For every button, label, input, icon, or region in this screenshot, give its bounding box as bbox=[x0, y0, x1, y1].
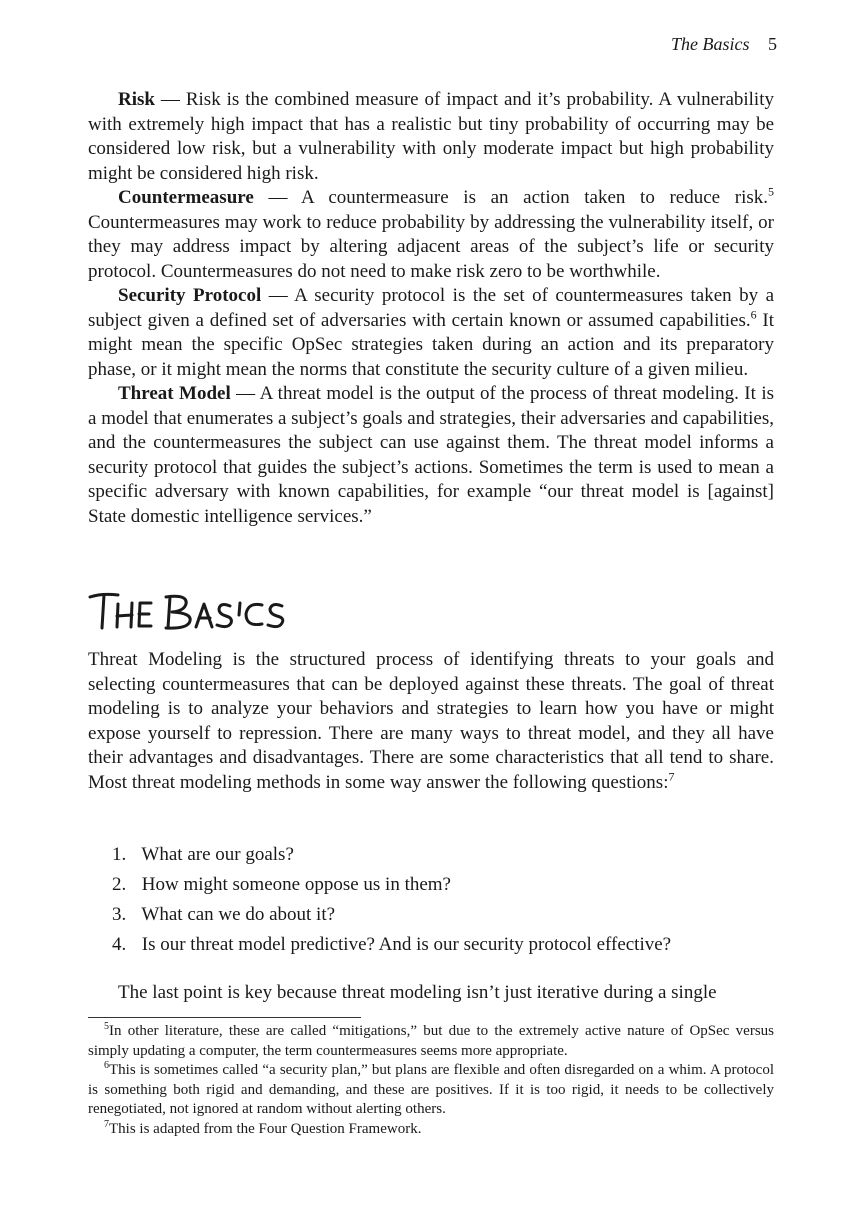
continuation-paragraph: The last point is key because threat modeling isn’t just iterative during a single bbox=[118, 982, 717, 1003]
list-text: What can we do about it? bbox=[141, 904, 336, 925]
list-item bbox=[112, 870, 671, 900]
running-head-title: The Basics bbox=[671, 34, 750, 54]
footnote-number: 5 bbox=[104, 1021, 109, 1032]
definition-term: Threat Model bbox=[118, 383, 231, 404]
footnote bbox=[88, 1061, 774, 1120]
definition-countermeasure: Countermeasure — A countermeasure is an action taken to reduce risk.$^5$ Countermeasures may work to reduce probability by addressing the vulnerability itself, or they may address impact by altering adjacent areas of the subject’s life or security protocol. Countermeasures do not need to make risk zero to be worthwhile. bbox=[88, 184, 774, 282]
definition-text: A threat model is the output of the process of threat modeling. It is a model that enumerates a subject’s goals and strategies, their adversaries and capabilities, and the countermeasures the subject can use against them. The threat model informs a security protocol that guides the subject’s actions. Sometimes the term is used to mean a specific adversary with known capabilities, for example “our threat model is [against] State domestic intelligence services.” bbox=[88, 383, 774, 527]
definition-security-protocol: Security Protocol — A security protocol is the set of countermeasures taken by a subject given a defined set of adversaries with certain known or assumed capabilities.$^6$ It might mean the specific OpSec strategies taken during an action and its preparatory phase, or it might mean the norms that constitute the security culture of a given milieu. bbox=[88, 285, 775, 380]
definition-text: Countermeasures may work to reduce probability by addressing the vulnerability itself, or they may address impact by altering adjacent areas of the subject’s life or security protocol. Countermeasures do not need to make risk zero to be worthwhile. bbox=[88, 211, 774, 282]
footnote-number: 6 bbox=[104, 1060, 109, 1071]
list-text: Is our threat model predictive? And is our security protocol effective? bbox=[141, 934, 672, 955]
footnote bbox=[88, 1022, 774, 1061]
definition-text: A countermeasure is an action taken to reduce risk. bbox=[301, 187, 768, 208]
list-number: 4. bbox=[112, 934, 127, 955]
questions-list bbox=[112, 840, 671, 960]
list-text: How might someone oppose us in them? bbox=[141, 874, 451, 895]
list-item bbox=[112, 930, 671, 960]
list-item bbox=[112, 900, 671, 930]
footnote-divider bbox=[88, 1017, 361, 1018]
list-text: What are our goals? bbox=[141, 844, 294, 865]
definition-text: Risk is the combined measure of impact and it’s probability. A vulnerability with extremely high impact that has a realistic but tiny probability of occurring may be considered low risk, but a vulnerability with only moderate impact but high probability might be considered high risk. bbox=[88, 89, 774, 184]
definition-threat-model: Threat Model — A threat model is the output of the process of threat modeling. It is a model that enumerates a subject’s goals and strategies, their adversaries and capabilities, and the countermeasures the subject can use against them. The threat model informs a security protocol that guides the subject’s actions. Sometimes the term is used to mean a specific adversary with known capabilities, for example “our threat model is [against] State domestic intelligence services.” bbox=[88, 383, 774, 527]
footnote-number: 7 bbox=[104, 1118, 109, 1130]
list-item bbox=[112, 840, 671, 870]
footnote-text: This is sometimes called “a security plan,” but plans are flexible and often disregarded on a whim. A protocol is something both rigid and demanding, and these are positives. If it is too rigid, it needs to be collectively renegotiated, not ignored at random without alerting others. bbox=[88, 1062, 774, 1117]
definition-term: Security Protocol bbox=[118, 285, 262, 306]
footnote-ref[interactable]: 5 bbox=[768, 184, 774, 199]
definition-text: A security protocol is the set of countermeasures taken by a subject given a defined set of adversaries with certain known or assumed capabilities. bbox=[88, 285, 775, 331]
list-number: 1. bbox=[112, 844, 127, 865]
footnote bbox=[88, 1120, 774, 1140]
section-heading-lettering bbox=[88, 584, 308, 632]
definitions-section bbox=[88, 88, 774, 529]
intro-paragraph bbox=[88, 648, 774, 795]
footnotes bbox=[88, 1022, 774, 1139]
footnote-ref[interactable]: 6 bbox=[750, 307, 757, 322]
definition-term: Risk bbox=[118, 89, 155, 110]
footnote-ref[interactable]: 7 bbox=[668, 769, 675, 784]
footnote-text: In other literature, these are called “mitigations,” but due to the extremely active nature of OpSec versus simply updating a computer, the term countermeasures seems more appropriate. bbox=[88, 1023, 774, 1059]
definition-text: It might mean the specific OpSec strategies taken during an action and its preparatory phase, or it might mean the norms that constitute the security culture of a given milieu. bbox=[88, 309, 774, 380]
running-head bbox=[671, 34, 777, 55]
section-heading bbox=[88, 584, 774, 632]
list-number: 2. bbox=[112, 874, 127, 895]
intro-text: Threat Modeling is the structured process of identifying threats to your goals and selecting countermeasures that can be deployed against these threats. The goal of threat modeling is to analyze your behaviors and strategies to learn how you have or might expose yourself to repression. There are many ways to threat model, and they all have their advantages and disadvantages. There are some characteristics that all tend to share. Most threat modeling methods in some way answer the following questions: bbox=[88, 649, 774, 793]
definition-term: Countermeasure bbox=[118, 187, 254, 208]
page-number: 5 bbox=[768, 34, 777, 54]
footnote-text: This is adapted from the Four Question Framework. bbox=[109, 1120, 422, 1137]
list-number: 3. bbox=[112, 904, 127, 925]
definition-risk: Risk — Risk is the combined measure of impact and it’s probability. A vulnerability with extremely high impact that has a realistic but tiny probability of occurring may be considered low risk, but a vulnerability with only moderate impact but high probability might be considered high risk. bbox=[88, 89, 774, 184]
